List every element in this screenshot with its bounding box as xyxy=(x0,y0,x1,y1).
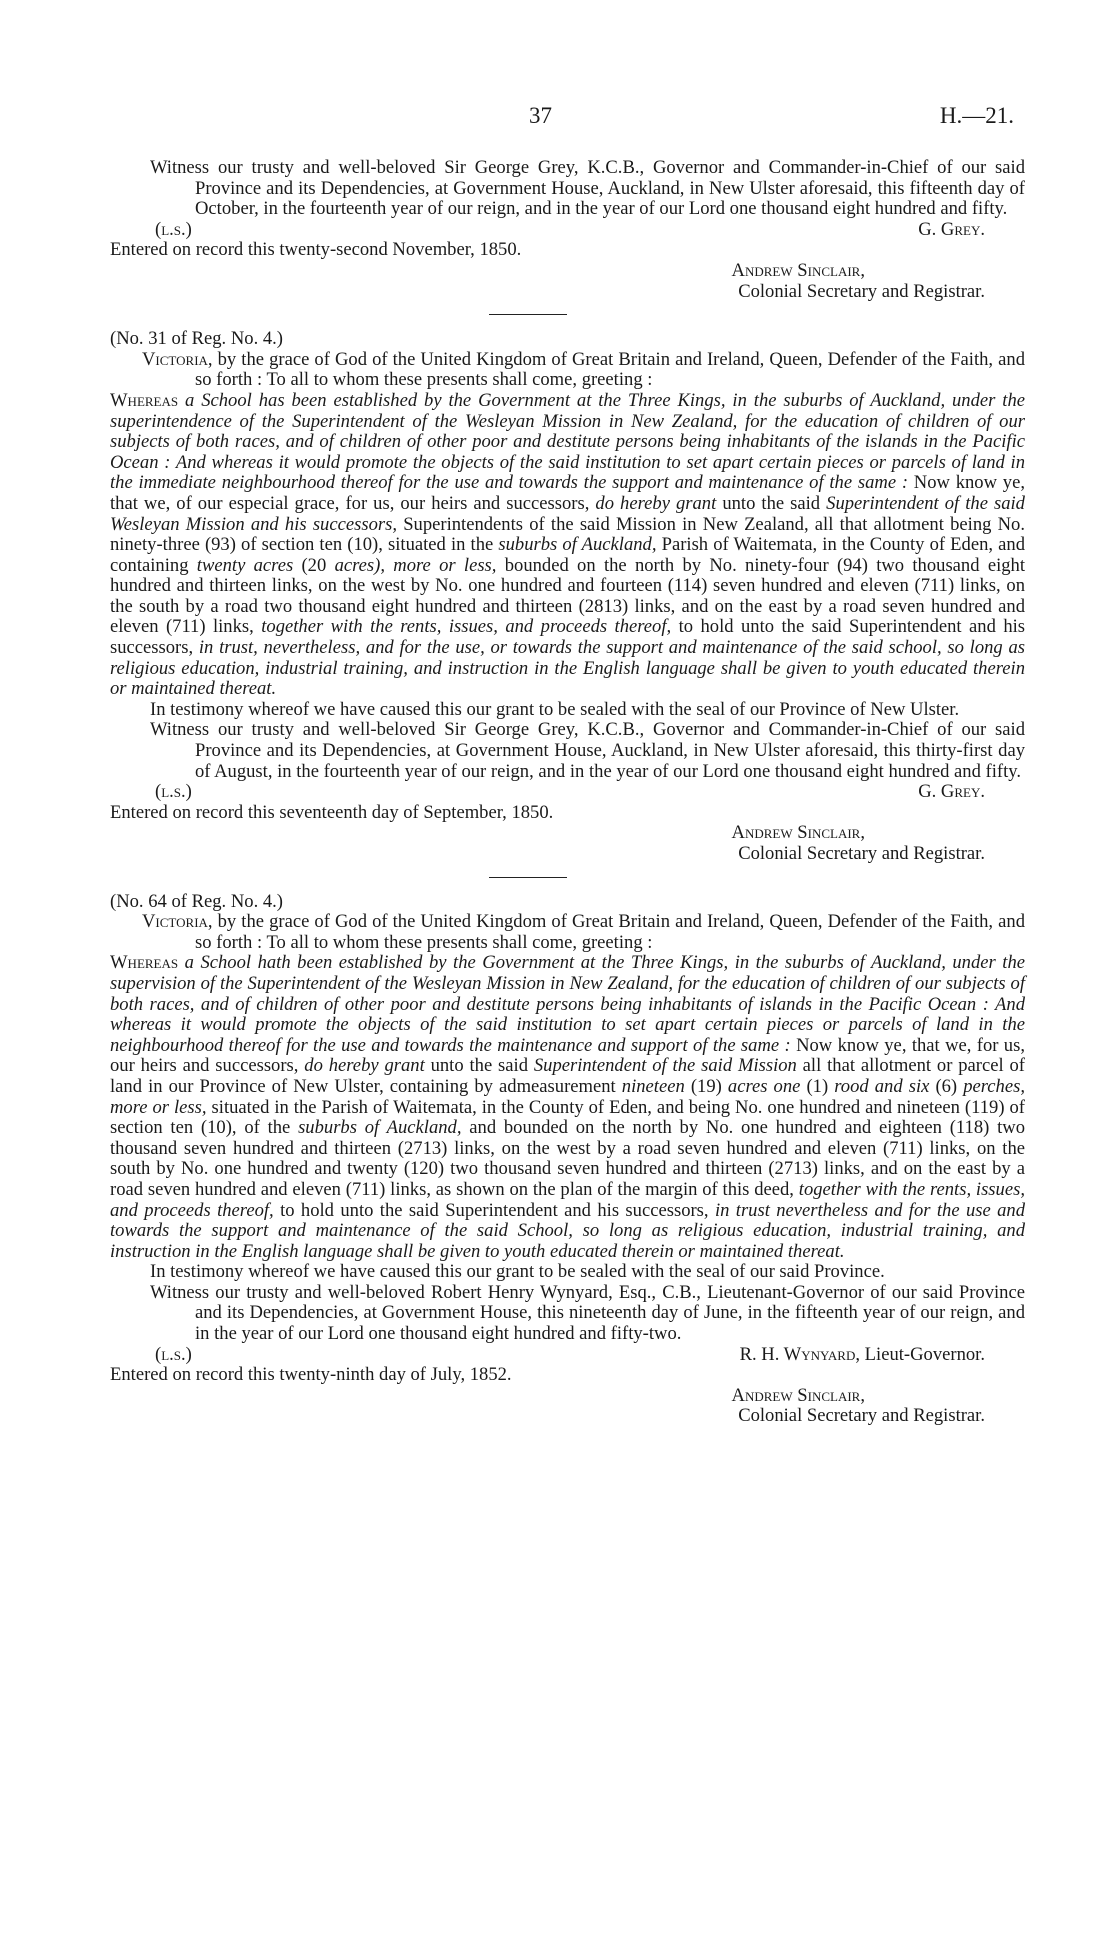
page-header xyxy=(0,103,1114,136)
royal-preamble: Victoria, by the grace of God of the United Kingdom of Great Britain and Ireland, Queen, Defender of the Faith, and so forth : To all to whom these presents shall come, greeting : xyxy=(142,348,1025,391)
governor-signature: G. Grey. xyxy=(918,781,985,803)
royal-preamble: Victoria, by the grace of God of the United Kingdom of Great Britain and Ireland, Queen, Defender of the Faith, and so forth : To all to whom these presents shall come, greeting : xyxy=(142,911,1025,953)
witness-clause: Witness our trusty and well-beloved Sir George Grey, K.C.B., Governor and Commander-in-Chief of our said Province and its Dependencies, at Government House, Auckland, in New Ulster aforesaid, this fifteenth day of October, in the fourteenth year of our reign, and in the year of our Lord one thousand eight hundred and fifty. xyxy=(150,157,1025,220)
entered-on-record: Entered on record this twenty-ninth day of July, 1852. xyxy=(110,1364,512,1386)
grant-body: Whereas a School hath been established by the Government at the Three Kings, in the suburbs of Auckland, under the supervision of the Superintendent of the Wesleyan Mission in New Zealand, for the education of children of our subjects of both races, and of children of other poor and destitute persons being inhabitants of islands in the Pacific Ocean : And whereas it would promote the objects of the said institution to set apart certain pieces or parcels of land in the neighbourhood thereof for the use and towards the maintenance and support of the same : Now know ye, that we, for us, our heirs and successors, do hereby grant unto the said Superintendent of the said Mission all that allotment or parcel of land in our Province of New Ulster, containing by admeasurement nineteen (19) acres one (1) rood and six (6) perches, more or less, situated in the Parish of Waitemata, in the County of Eden, and being No. one hundred and nineteen (119) of section ten (10), of the suburbs of Auckland, and bounded on the north by No. one hundred and eighteen (118) two thousand seven hundred and thirteen (2713) links, on the west by a road seven hundred and eleven (711) links, on the south by No. one hundred and twenty (120) two thousand seven hundred and thirteen (2713) links, and on the east by a road seven hundred and eleven (711) links, as shown on the plan of the margin of this deed, together with the rents, issues, and proceeds thereof, to hold unto the said Superintendent and his successors, in trust nevertheless and for the use and towards the support and maintenance of the said School, so long as religious education, industrial training, and instruction in the English language shall be given to youth educated therein or maintained thereat. xyxy=(110,952,1025,1262)
grant-body: Whereas a School has been established by the Government at the Three Kings, in the suburbs of Auckland, under the superintendence of the Superintendent of the Wesleyan Mission in New Zealand, for the education of children of our subjects of both races, and of children of other poor and destitute persons being inhabitants of the islands in the Pacific Ocean : And whereas it would promote the objects of the said institution to set apart certain pieces or parcels of land in the immediate neighbourhood thereof for the use and towards the support and maintenance of the same : Now know ye, that we, of our especial grace, for us, our heirs and successors, do hereby grant unto the said Superintendent of the said Wesleyan Mission and his successors, Superintendents of the said Mission in New Zealand, all that allotment being No. ninety-three (93) of section ten (10), situated in the suburbs of Auckland, Parish of Waitemata, in the County of Eden, and containing twenty acres (20 acres), more or less, bounded on the north by No. ninety-four (94) two thousand eight hundred and thirteen links, on the west by No. one hundred and fourteen (114) seven hundred and eleven (711) links, on the south by a road two thousand eight hundred and thirteen (2813) links, and on the east by a road seven hundred and eleven (711) links, together with the rents, issues, and proceeds thereof, to hold unto the said Superintendent and his successors, in trust, nevertheless, and for the use, or towards the support and maintenance of the said school, so long as religious education, industrial training, and instruction in the English language shall be given to youth educated therein or maintained thereat. xyxy=(110,389,1026,700)
secretary-title: Colonial Secretary and Registrar. xyxy=(738,280,985,302)
testimony-clause: In testimony whereof we have caused this our grant to be sealed with the seal of our said Province. xyxy=(150,1261,885,1283)
seal-mark: (l.s.) xyxy=(155,218,192,240)
testimony-clause: In testimony whereof we have caused this our grant to be sealed with the seal of our Province of New Ulster. xyxy=(150,698,960,720)
secretary-name: Andrew Sinclair, xyxy=(731,1384,865,1406)
entered-row xyxy=(110,1365,1025,1386)
section-divider xyxy=(489,314,567,315)
witness-clause: Witness our trusty and well-beloved Sir George Grey, K.C.B., Governor and Commander-in-Chief of our said Province and its Dependencies, at Government House, Auckland, in New Ulster aforesaid, this thirty-first day of August, in the fourteenth year of our reign, and in the year of our Lord one thousand eight hundred and fifty. xyxy=(150,719,1025,782)
register-reference: (No. 31 of Reg. No. 4.) xyxy=(110,328,283,350)
page-number: 37 xyxy=(529,103,552,128)
grant-continuation xyxy=(110,158,1025,1427)
governor-signature: G. Grey. xyxy=(918,218,985,240)
seal-mark: (l.s.) xyxy=(155,781,192,803)
seal-mark: (l.s.) xyxy=(155,1343,192,1365)
register-reference: (No. 64 of Reg. No. 4.) xyxy=(110,890,283,912)
secretary-name: Andrew Sinclair, xyxy=(731,259,865,281)
section-divider xyxy=(489,877,567,878)
entered-on-record: Entered on record this twenty-second November, 1850. xyxy=(110,239,522,261)
secretary-title: Colonial Secretary and Registrar. xyxy=(738,843,985,864)
seal-row xyxy=(110,782,1025,803)
secretary-name: Andrew Sinclair, xyxy=(731,822,865,844)
entered-on-record: Entered on record this seventeenth day of September, 1850. xyxy=(110,801,554,823)
secretary-title: Colonial Secretary and Registrar. xyxy=(738,1405,985,1427)
seal-row xyxy=(110,1345,1025,1366)
entered-row xyxy=(110,803,1025,824)
seal-row xyxy=(110,220,1025,241)
document-code: H.—21. xyxy=(939,103,1014,128)
entered-row xyxy=(110,240,1025,261)
lieutenant-governor-signature: R. H. Wynyard, Lieut-Governor. xyxy=(739,1343,985,1365)
witness-clause: Witness our trusty and well-beloved Robert Henry Wynyard, Esq., C.B., Lieutenant-Governor of our said Province and its Dependencies, at Government House, this nineteenth day of June, in the fifteenth year of our reign, and in the year of our Lord one thousand eight hundred and fifty-two. xyxy=(150,1281,1025,1345)
